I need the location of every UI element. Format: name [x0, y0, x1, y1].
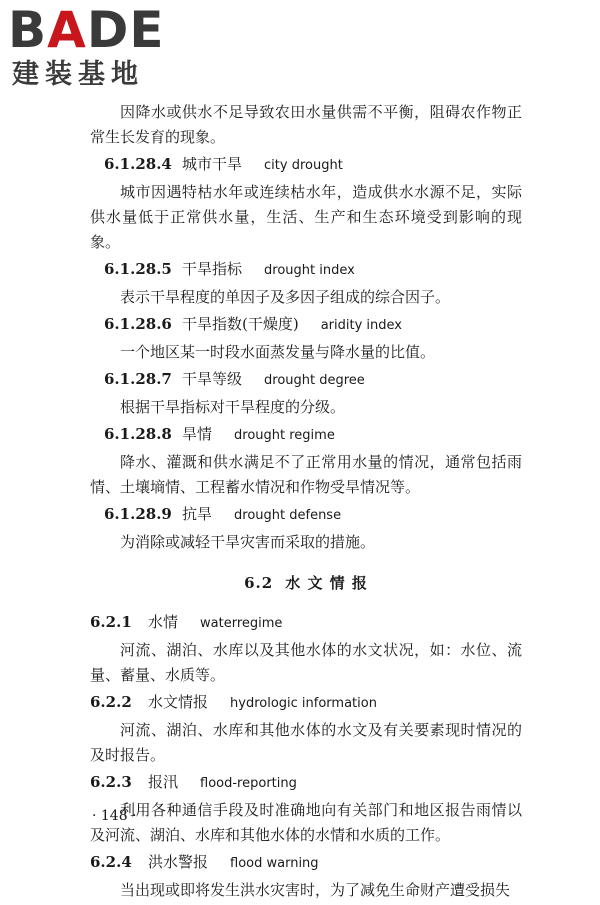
- term-number: 6.1.28.5: [104, 260, 172, 278]
- term-cn: 洪水警报: [148, 853, 209, 871]
- term-heading: [90, 850, 522, 876]
- term-definition: 根据干旱指标对干旱程度的分级。: [120, 398, 346, 416]
- bade-logo: [8, 1, 178, 94]
- term-en: city drought: [264, 158, 343, 173]
- term-heading: [104, 257, 522, 283]
- term-definition: 城市因遇特枯水年或连续枯水年，造成供水水源不足，实际供水量低于正常供水量，生活、生产和生态环境受到影响的现象。: [90, 183, 522, 251]
- term-definition: 表示干旱程度的单因子及多因子组成的综合因子。: [120, 288, 451, 306]
- term-number: 6.1.28.9: [104, 505, 172, 523]
- term-en: drought degree: [264, 373, 365, 388]
- term-en: aridity index: [320, 318, 402, 333]
- term-cn: 干旱指数(干燥度): [182, 315, 299, 333]
- term-heading: [104, 312, 522, 338]
- intro-paragraph: 因降水或供水不足导致农田水量供需不平衡，阻碍农作物正常生长发育的现象。: [90, 103, 522, 146]
- term-cn: 干旱指标: [182, 260, 243, 278]
- term-heading: [104, 422, 522, 448]
- term-number: 6.2.2: [90, 693, 132, 711]
- term-number: 6.1.28.4: [104, 155, 172, 173]
- term-definition: 河流、湖泊、水库以及其他水体的水文状况，如：水位、流量、蓄量、水质等。: [90, 641, 522, 684]
- term-cn: 旱情: [182, 425, 213, 443]
- term-cn: 水情: [148, 613, 179, 631]
- term-en: waterregime: [200, 616, 283, 631]
- term-definition: 当出现或即将发生洪水灾害时，为了减免生命财产遭受损失: [120, 881, 511, 899]
- term-en: drought index: [264, 263, 355, 278]
- term-number: 6.2.1: [90, 613, 132, 631]
- term-definition: 利用各种通信手段及时准确地向有关部门和地区报告雨情以及河流、湖泊、水库和其他水体的水情和水质的工作。: [90, 801, 522, 844]
- term-heading: [90, 690, 522, 716]
- term-heading: [104, 152, 522, 178]
- term-en: drought regime: [234, 428, 335, 443]
- term-definition: 河流、湖泊、水库和其他水体的水文及有关要素现时情况的及时报告。: [90, 721, 522, 764]
- page-number: · 148 ·: [92, 808, 137, 824]
- logo-wordmark: BADE: [8, 1, 165, 59]
- page-content: [90, 100, 522, 905]
- term-number: 6.2.4: [90, 853, 132, 871]
- term-en: flood warning: [230, 856, 319, 871]
- term-number: 6.1.28.8: [104, 425, 172, 443]
- term-heading: [104, 367, 522, 393]
- term-definition: 一个地区某一时段水面蒸发量与降水量的比值。: [120, 343, 436, 361]
- term-number: 6.1.28.6: [104, 315, 172, 333]
- term-definition: 降水、灌溉和供水满足不了正常用水量的情况，通常包括雨情、土壤墒情、工程蓄水情况和作物受旱情况等。: [90, 453, 522, 496]
- term-cn: 抗旱: [182, 505, 213, 523]
- term-en: hydrologic information: [230, 696, 377, 711]
- term-en: flood-reporting: [200, 776, 297, 791]
- term-definition: 为消除或减轻干旱灾害而采取的措施。: [120, 533, 376, 551]
- term-cn: 报汛: [148, 773, 179, 791]
- term-cn: 水文情报: [148, 693, 209, 711]
- term-number: 6.2.3: [90, 773, 132, 791]
- section-title: 水 文 情 报: [285, 574, 368, 592]
- term-cn: 城市干旱: [182, 155, 243, 173]
- section-heading: [90, 571, 522, 596]
- term-heading: [104, 502, 522, 528]
- term-number: 6.1.28.7: [104, 370, 172, 388]
- term-cn: 干旱等级: [182, 370, 243, 388]
- term-en: drought defense: [234, 508, 342, 523]
- logo-cjk-text: 建装基地: [12, 59, 144, 90]
- term-heading: [90, 770, 522, 796]
- section-number: 6.2: [244, 574, 274, 592]
- term-heading: [90, 610, 522, 636]
